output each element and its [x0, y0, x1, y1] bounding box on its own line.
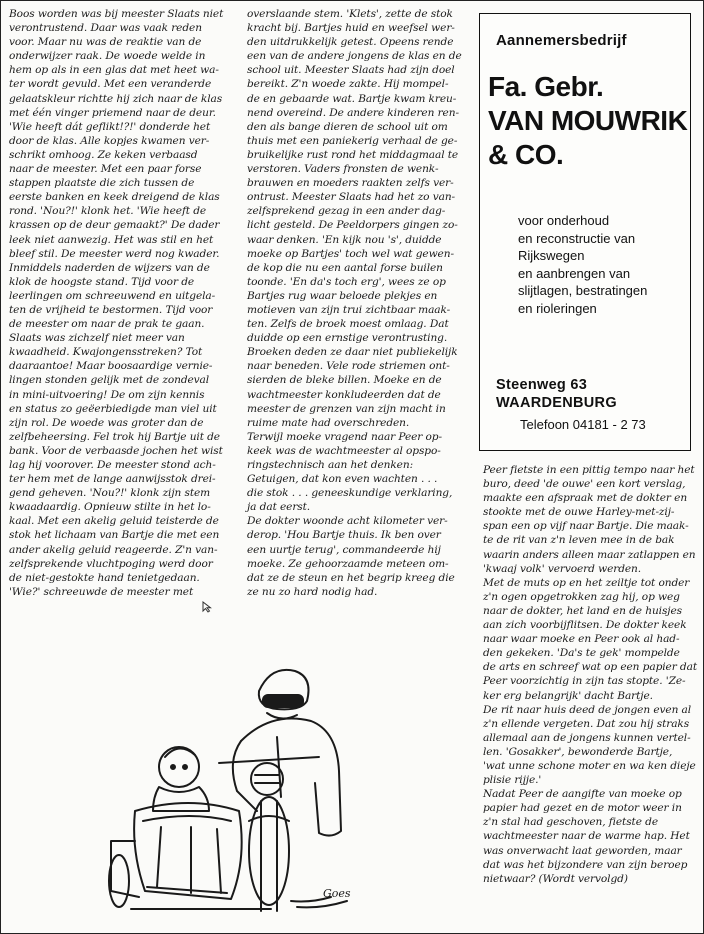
- ad-service-line: Rijkswegen: [518, 248, 585, 263]
- article-text: overslaande stem. 'Klets', zette de stok kracht bij. Bartjes huid en weefsel wer- den uitdrukkelijk getest. Opeens rende een van de andere jongens de klas en de school uit. Meester Slaats had zijn doel bereikt. Z'n woede zakte. Hij mompel- de en gebaarde wat. Bartje kwam kreu- nend overeind. De andere kinderen ren- den als bange dieren de school uit om thuis met een paniekerig verhaal de ge- bruikelijke rust rond het middagmaal te verstoren. Vaders fronsten de wenk- brauwen en moeders raakten zelfs ver- ontrust. Meester Slaats had het zo van- zelfsprekend gezag in een ander dag- licht gesteld. De Peeldorpers gingen zo- waar denken. 'En kijk nou 's', duidde moeke op Bartjes' toch wel wat gewen- de kop die nu een aantal forse builen toonde. 'En da's toch erg', wees ze op Bartjes rug waar beloede plekjes en motieven van zijn trui zichtbaar maak- ten. Zelfs de broek moest omlaag. Dat duidde op een ernstige verontrusting. Broeken deden ze daar niet publiekelijk naar beneden. Vele rode striemen ont- sierden de bleke billen. Moeke en de wachtmeester konkludeerden dat de meester de grenzen van zijn macht in ruime mate had overschreden. Terwijl moeke vragend naar Peer op- keek was de wachtmeester al opspo- ringstechnisch aan het denken: Getuigen, dat kon even wachten . . . die stok . . . geneeskundige verklaring, ja dat eerst. De dokter woonde acht kilometer ver- derop. 'Hou Bartje thuis. Ik ben over een uurtje terug', commandeerde hij moeke. Ze gehoorzaamde meteen om- dat ze de steun en het begrip kreeg die ze nu zo hard nodig had.: [247, 8, 462, 598]
- article-text: Peer fietste in een pittig tempo naar het buro, deed 'de ouwe' een kort verslag, maakte een afspraak met de dokter en stookte met de ouwe Harley-met-zij- span een op vijf naar Bartje. Die maak- te de rit van z'n leven mee in de bak waarin anders alleen maar zatlappen en 'kwaaj volk' vervoerd werden. Met de muts op en het zeiltje tot onder z'n ogen opgetrokken zag hij, op weg naar de dokter, het land en de huisjes aan zich voorbijflitsen. De dokter keek naar waar moeke en Peer ook al had- den gekeken. 'Da's te gek' mompelde de arts en schreef wat op een papier dat Peer voorzichtig in zijn tas stopte. 'Ze- ker erg belangrijk' dacht Bartje. De rit naar huis deed de jongen even al z'n ellende vergeten. Dat zou hij straks allemaal aan de jongens kunnen vertel- len. 'Gosakker', bewonderde Bartje, 'wat unne schone moter en wa ken dieje plisie rijje.' Nadat Peer de aangifte van moeke op papier had gezet en de motor weer in z'n stal had geschoven, fietste de wachtmeester naar de warme hap. Het was onverwacht laat geworden, maar dat was het bijzondere van zijn beroep nietwaar? (Wordt vervolgd): [483, 464, 697, 885]
- ad-company-name: [488, 70, 688, 172]
- ad-services: [518, 212, 688, 317]
- article-text: Boos worden was bij meester Slaats niet verontrustend. Daar was vaak reden voor. Maar nu was de reaktie van de onderwijzer raak. De woede welde in hem op als in een glas dat met heet wa- ter wordt gevuld. Met een veranderde gelaatskleur richtte hij zich naar de klas met één vinger priemend naar de deur. 'Wie heeft dát geflikt!?!' donderde het door de klas. Alle kopjes kwamen ver- schrikt omhoog. Ze keken verbaasd naar de meester. Met een paar forse stappen plaatste die zich tussen de eerste banken en keek dreigend de klas rond. 'Nou?!' klonk het. 'Wie heeft de krassen op de deur gemaakt?' De dader leek niet aanwezig. Het was stil en het bleef stil. De meester werd nog kwader. Inmiddels naderden de wijzers van de klok de hoogste stand. Tijd voor de leerlingen om schreeuwend en uitgela- ten de vrijheid te bestormen. Tijd voor de meester om naar de prak te gaan. Slaats was zichzelf niet meer van kwaadheid. Kwajongensstreken? Tot daaraantoe! Maar boosaardige vernie- lingen stonden gelijk met de zondeval in mini-uitvoering! De om zijn kennis en status zo geëerbiedigde man viel uit zijn rol. De woede was groter dan de zelfbeheersing. Fel trok hij Bartje uit de bank. Voor de verbaasde jochen het wist lag hij voorover. De meester stond ach- ter hem met de lange aanwijsstok drei- gend geheven. 'Nou?!' klonk zijn stem kwaadaardig. Opnieuw stilte in het lo- kaal. Met een akelig geluid teisterde de stok het lichaam van Bartje die met een ander akelig geluid reageerde. Z'n van- zelfsprekende vluchtpoging werd door de niet-gestokte hand tenietgedaan. 'Wie?' schreeuwde de meester met: [9, 8, 224, 598]
- ad-address-line: WAARDENBURG: [496, 395, 617, 411]
- ad-service-line: en aanbrengen van: [518, 265, 631, 281]
- article-column-1: [9, 7, 237, 599]
- ad-service-line: en rioleringen: [518, 300, 597, 316]
- motorcycle-sidecar-drawing: [91, 651, 391, 921]
- ad-company-kind: Aannemersbedrijf: [496, 32, 627, 49]
- ad-service-line: en reconstructie van: [518, 230, 636, 246]
- ad-name-line: VAN MOUWRIK: [488, 105, 688, 136]
- ad-name-line: Fa. Gebr.: [488, 71, 604, 102]
- article-column-3: [483, 463, 699, 886]
- cursor-icon: [201, 601, 213, 613]
- ad-service-line: voor onderhoud: [518, 213, 610, 228]
- ad-service-line: slijtlagen, bestratingen: [518, 283, 648, 298]
- advertisement-box: [479, 13, 691, 451]
- ad-phone: Telefoon 04181 - 2 73: [520, 417, 646, 432]
- ad-address: [496, 376, 617, 412]
- artist-signature: Goes: [323, 887, 351, 900]
- ad-name-line: & CO.: [488, 139, 564, 170]
- article-column-2: [247, 7, 469, 599]
- ad-address-line: Steenweg 63: [496, 377, 588, 393]
